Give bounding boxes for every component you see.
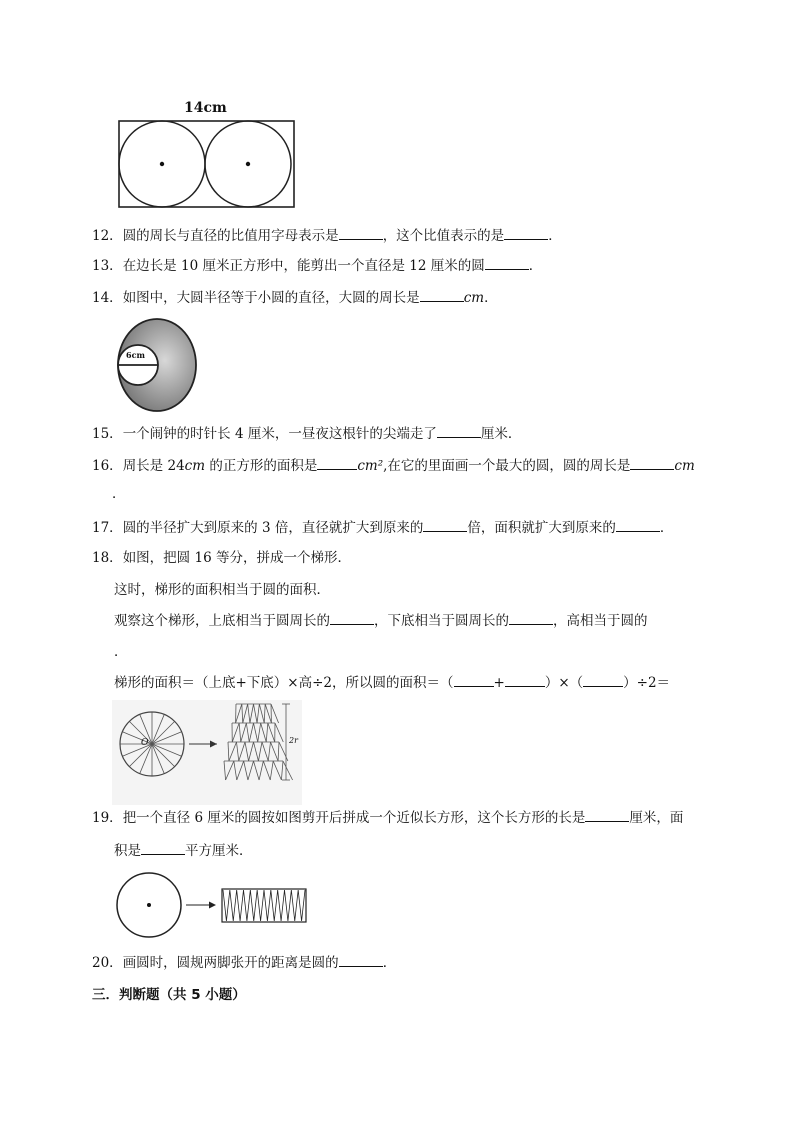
- question-12: 12．圆的周长与直径的比值用字母表示是 ，这个比值表示的是 ．: [92, 228, 562, 244]
- answer-blank[interactable]: [630, 456, 674, 470]
- answer-blank[interactable]: [505, 673, 545, 687]
- answer-blank[interactable]: [420, 288, 464, 302]
- circle-center-label: O: [141, 738, 149, 748]
- question-18-line3: 观察这个梯形，上底相当于圆周长的 ，下底相当于圆周长的 ，高相当于圆的: [114, 613, 648, 629]
- answer-blank[interactable]: [423, 518, 467, 532]
- circle-to-rectangle-svg: [112, 870, 312, 940]
- answer-blank[interactable]: [437, 424, 481, 438]
- figure-circle-to-trapezoid: [112, 700, 302, 805]
- answer-blank[interactable]: [509, 611, 553, 625]
- figure-two-circles-rectangle: [112, 98, 302, 213]
- question-18-line2: 这时，梯形的面积相当于圆的面积．: [114, 582, 330, 598]
- answer-blank[interactable]: [616, 518, 660, 532]
- question-19-line2: 积是 平方厘米．: [114, 843, 253, 859]
- two-circles-svg: [112, 118, 302, 213]
- answer-blank[interactable]: [141, 841, 185, 855]
- answer-blank[interactable]: [339, 226, 383, 240]
- answer-blank[interactable]: [485, 256, 529, 270]
- question-18-line4: ．: [114, 644, 128, 660]
- small-circle-label: 6cm: [126, 350, 145, 360]
- question-16-dot: ．: [112, 486, 126, 502]
- figure-circle-to-rectangle: [112, 870, 312, 940]
- answer-blank[interactable]: [585, 808, 629, 822]
- question-14: 14．如图中，大圆半径等于小圆的直径，大圆的周长是 cm．: [92, 290, 498, 306]
- answer-blank[interactable]: [330, 611, 374, 625]
- circle-to-trapezoid-svg: [112, 700, 302, 805]
- answer-blank[interactable]: [317, 456, 357, 470]
- question-18-line5: 梯形的面积＝（上底+下底）×高÷2，所以圆的面积＝（ + ）×（ ）÷2＝: [114, 675, 671, 691]
- question-19: 19．把一个直径 6 厘米的圆按如图剪开后拼成一个近似长方形，这个长方形的长是 厘米，面: [92, 810, 684, 826]
- answer-blank[interactable]: [583, 673, 623, 687]
- trapezoid-height-label: 2r: [289, 736, 298, 745]
- figure-width-label: 14cm: [184, 100, 227, 116]
- question-20: 20．画圆时，圆规两脚张开的距离是圆的 ．: [92, 955, 397, 971]
- big-small-circle-svg: [112, 315, 202, 415]
- answer-blank[interactable]: [339, 953, 383, 967]
- figure-big-small-circle: [112, 315, 202, 415]
- answer-blank[interactable]: [504, 226, 548, 240]
- question-17: 17．圆的半径扩大到原来的 3 倍，直径就扩大到原来的 倍，面积就扩大到原来的 ．: [92, 520, 674, 536]
- question-18: 18．如图，把圆 16 等分，拼成一个梯形．: [92, 550, 351, 566]
- question-15: 15．一个闹钟的时针长 4 厘米，一昼夜这根针的尖端走了 厘米．: [92, 426, 522, 442]
- answer-blank[interactable]: [454, 673, 494, 687]
- question-13: 13．在边长是 10 厘米正方形中，能剪出一个直径是 12 厘米的圆 ．: [92, 258, 543, 274]
- section-title-judgment: 三．判断题（共 5 小题）: [92, 987, 246, 1003]
- question-16: 16．周长是 24cm 的正方形的面积是 cm²,在它的里面画一个最大的圆，圆的周长是 cm: [92, 458, 695, 474]
